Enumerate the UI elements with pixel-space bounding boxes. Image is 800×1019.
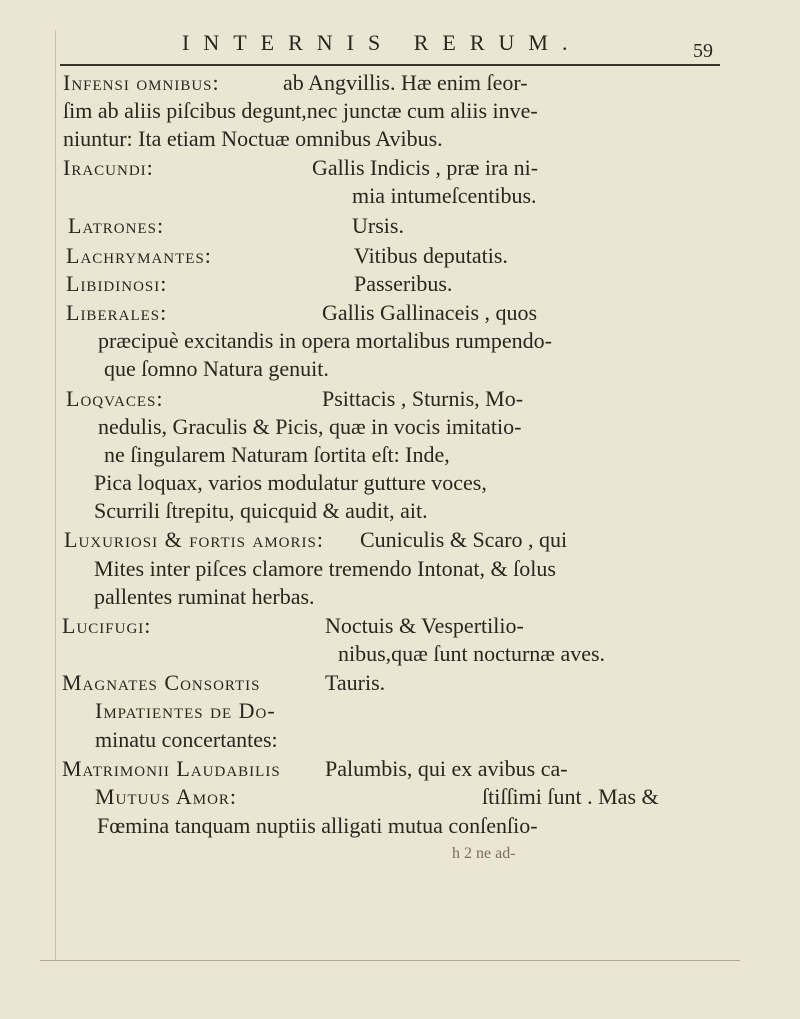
header-rule [60,64,720,66]
entry-text: ſtiſſimi ſunt . Mas & [482,784,659,809]
entry-term: Loqvaces: [66,386,164,411]
page-edge-line [55,30,56,960]
entry-term: Infensi omnibus: [63,70,220,95]
entry-text: Palumbis, qui ex avibus ca- [325,756,568,781]
entry-term: Mutuus Amor: [95,784,238,809]
entry-text: Noctuis & Vespertilio- [325,613,524,638]
entry-term: Luxuriosi & fortis amoris: [64,527,324,552]
running-head: INTERNIS RERUM. [182,30,582,55]
entry-text: Pica loquax, varios modulatur gutture voces, [94,470,487,495]
entry-text: Passeribus. [354,271,453,296]
entry-text: que ſomno Natura genuit. [104,356,329,381]
entry-text: nedulis, Graculis & Picis, quæ in vocis imitatio- [98,414,522,439]
entry-text: Vitibus deputatis. [354,243,508,268]
entry-text: Cuniculis & Scaro , qui [360,527,568,552]
page-number: 59 [693,40,713,62]
entry-text: Mites inter piſces clamore tremendo Intonat, & ſolus [94,556,556,581]
entry-text: Gallis Indicis , præ ira ni- [312,155,539,180]
entry-line [63,70,220,96]
entry-term: Lucifugi: [62,613,152,638]
entry-text: Psittacis , Sturnis, Mo- [322,386,524,411]
entry-text: ab Angvillis. Hæ enim ſeor- [283,70,528,95]
entry-text: Fœmina tanquam nuptiis alligati mutua conſenſio- [97,813,538,838]
entry-term: minatu concertantes: [95,727,278,752]
entry-term: Magnates Consortis [62,670,261,695]
entry-text: ſim ab aliis piſcibus degunt,nec junctæ cum aliis inve- [63,98,538,123]
entry-text: præcipuè excitandis in opera mortalibus rumpendo- [98,328,552,353]
entry-text: niuntur: Ita etiam Noctuæ omnibus Avibus. [63,126,443,151]
entry-text: pallentes ruminat herbas. [94,584,315,609]
entry-text: Tauris. [325,670,386,695]
entry-text: Gallis Gallinaceis , quos [322,300,538,325]
entry-term: Libidinosi: [66,271,168,296]
entry-term: Lachrymantes: [66,243,212,268]
entry-text: mia intumeſcentibus. [352,183,537,208]
catchword-line: h 2 ne ad- [452,845,516,862]
entry-text: nibus,quæ ſunt nocturnæ aves. [338,641,606,666]
entry-term: Iracundi: [63,155,154,180]
entry-text: ne ſingularem Naturam ſortita eſt: Inde, [104,442,450,467]
entry-term: Liberales: [66,300,168,325]
bottom-rule [40,960,740,961]
entry-term: Matrimonii Laudabilis [62,756,281,781]
entry-text: Scurrili ſtrepitu, quicquid & audit, ait. [94,498,428,523]
entry-term: Impatientes de Do- [95,698,276,723]
entry-text: Ursis. [352,213,404,238]
entry-term: Latrones: [68,213,165,238]
